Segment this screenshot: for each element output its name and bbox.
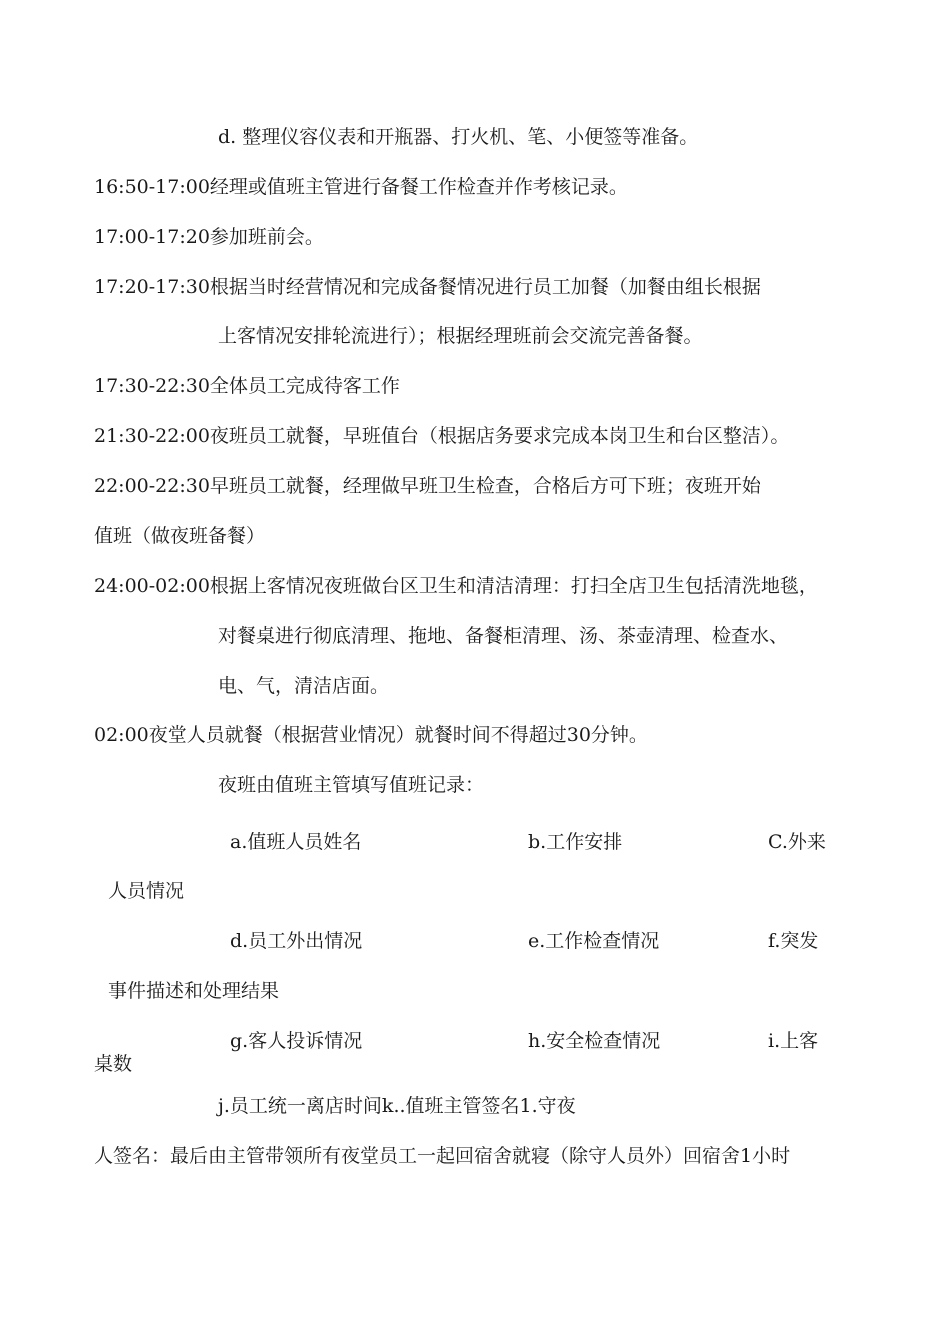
text-line: 人签名：最后由主管带领所有夜堂员工一起回宿舍就寝（除守人员外）回宿舍1小时 — [94, 1145, 791, 1167]
text-line: 21:30-22:00夜班员工就餐，早班值台（根据店务要求完成本岗卫生和台区整洁）。 — [94, 425, 790, 447]
text-line: 17:00-17:20参加班前会。 — [94, 226, 324, 248]
text-line: 值班（做夜班备餐） — [94, 525, 266, 547]
record-item-d: d.员工外出情况 — [230, 930, 363, 952]
record-item-i: i.上客 — [768, 1030, 819, 1052]
record-item-g: g.客人投诉情况 — [230, 1030, 363, 1052]
record-item-f: f.突发 — [768, 930, 819, 952]
text-line: 电、气，清洁店面。 — [218, 675, 390, 697]
text-line: 上客情况安排轮流进行）；根据经理班前会交流完善备餐。 — [218, 325, 703, 347]
record-item-e: e.工作检查情况 — [528, 930, 660, 952]
text-line: 16:50-17:00经理或值班主管进行备餐工作检查并作考核记录。 — [94, 176, 628, 198]
text-line: 17:20-17:30根据当时经营情况和完成备餐情况进行员工加餐（加餐由组长根据 — [94, 276, 761, 298]
record-item-c-continued: 人员情况 — [108, 880, 185, 902]
record-item-f-continued: 事件描述和处理结果 — [108, 980, 280, 1002]
text-line: 02:00夜堂人员就餐（根据营业情况）就餐时间不得超过30分钟。 — [94, 724, 648, 746]
record-item-h: h.安全检查情况 — [528, 1030, 661, 1052]
text-line: j.员工统一离店时间k..值班主管签名1.守夜 — [218, 1095, 576, 1117]
text-line: 24:00-02:00根据上客情况夜班做台区卫生和清洁清理：打扫全店卫生包括清洗地毯， — [94, 575, 818, 597]
record-item-a: a.值班人员姓名 — [230, 831, 362, 853]
text-line: 夜班由值班主管填写值班记录： — [218, 774, 485, 796]
text-line: 22:00-22:30早班员工就餐，经理做早班卫生检查，合格后方可下班；夜班开始 — [94, 475, 761, 497]
text-line: 17:30-22:30全体员工完成待客工作 — [94, 375, 400, 397]
text-line: 对餐桌进行彻底清理、拖地、备餐柜清理、汤、茶壶清理、检查水、 — [218, 625, 789, 647]
record-item-c: C.外来 — [768, 831, 826, 853]
record-item-b: b.工作安排 — [528, 831, 623, 853]
text-line: d. 整理仪容仪表和开瓶器、打火机、笔、小便签等准备。 — [218, 126, 699, 148]
record-item-i-continued: 桌数 — [94, 1053, 133, 1075]
